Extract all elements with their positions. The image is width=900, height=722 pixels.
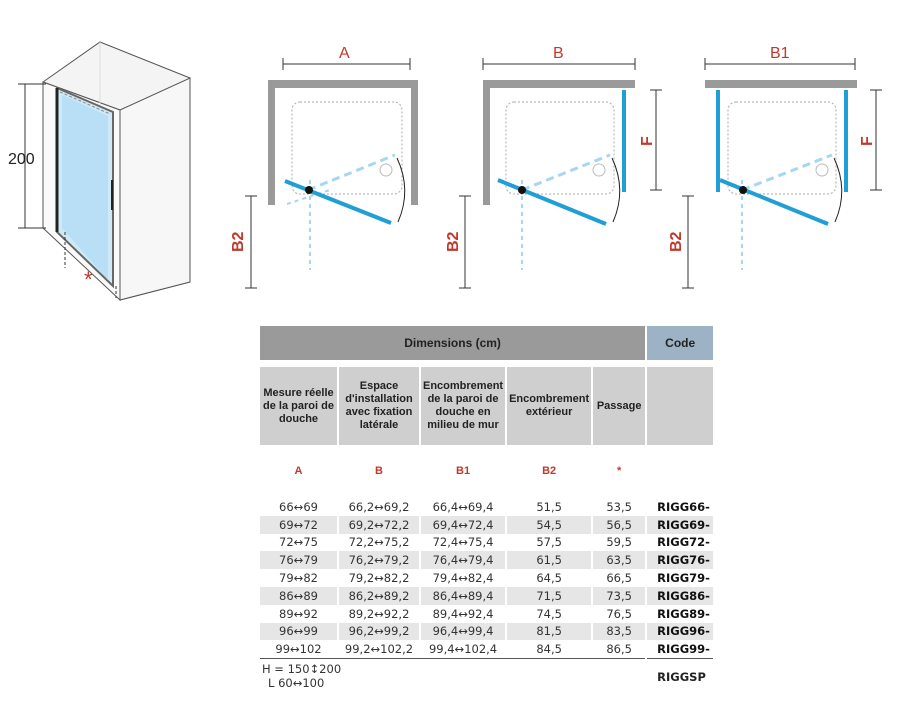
height-label: 200 xyxy=(8,151,35,168)
passage: 76,5 xyxy=(593,605,645,623)
table-row xyxy=(260,569,713,587)
table-row xyxy=(260,534,713,552)
letter-b2: B2 xyxy=(542,465,557,477)
footprint-b2: 61,5 xyxy=(507,551,591,569)
footprint-b2: 71,5 xyxy=(507,587,591,605)
space-b1: 66,4↔69,4 xyxy=(421,498,505,516)
column-header-a: Mesure réelle de la paroi de douche xyxy=(260,367,337,445)
space-b1: 89,4↔92,4 xyxy=(421,605,505,623)
dimensions-title: Dimensions (cm) xyxy=(260,326,645,360)
space-b: 89,2↔92,2 xyxy=(339,605,419,623)
footprint-b2: 54,5 xyxy=(507,516,591,534)
custom-size-cell xyxy=(260,658,645,695)
space-b: 69,2↔72,2 xyxy=(339,516,419,534)
space-b1: 76,4↔79,4 xyxy=(421,551,505,569)
table-row xyxy=(260,640,713,658)
plan-a-top-label: A xyxy=(339,45,350,62)
space-b: 79,2↔82,2 xyxy=(339,569,419,587)
plan-a xyxy=(230,45,418,288)
measure-a: 89↔92 xyxy=(260,605,337,623)
shower-door-diagrams xyxy=(0,0,900,320)
passage: 86,5 xyxy=(593,640,645,658)
measure-a: 69↔72 xyxy=(260,516,337,534)
product-code: RIGG79- xyxy=(647,569,713,587)
product-code: RIGG72- xyxy=(647,534,713,552)
table-row xyxy=(260,587,713,605)
column-header-passage: Passage xyxy=(593,367,645,445)
table-row xyxy=(260,516,713,534)
plan-b1 xyxy=(668,45,882,288)
plan-b1-f-label: F xyxy=(859,136,876,146)
plan-b-top-label: B xyxy=(553,45,564,62)
passage: 63,5 xyxy=(593,551,645,569)
column-header-b: Espace d'installation avec fixation latérale xyxy=(339,367,419,445)
passage: 59,5 xyxy=(593,534,645,552)
measure-a: 79↔82 xyxy=(260,569,337,587)
measure-a: 72↔75 xyxy=(260,534,337,552)
passage-marker: * xyxy=(84,267,93,292)
space-b1: 96,4↔99,4 xyxy=(421,623,505,641)
table-row xyxy=(260,605,713,623)
passage: 56,5 xyxy=(593,516,645,534)
product-code: RIGG89- xyxy=(647,605,713,623)
space-b: 86,2↔89,2 xyxy=(339,587,419,605)
space-b: 96,2↔99,2 xyxy=(339,623,419,641)
table-row xyxy=(260,623,713,641)
passage: 53,5 xyxy=(593,498,645,516)
plan-a-side-label: B2 xyxy=(230,231,247,252)
special-row xyxy=(260,658,713,695)
product-code: RIGG99- xyxy=(647,640,713,658)
space-b: 72,2↔75,2 xyxy=(339,534,419,552)
plan-b-f-label: F xyxy=(639,136,656,146)
table-row xyxy=(260,551,713,569)
plan-b xyxy=(445,45,662,288)
letter-a: A xyxy=(294,465,303,477)
footprint-b2: 81,5 xyxy=(507,623,591,641)
footprint-b2: 84,5 xyxy=(507,640,591,658)
product-code: RIGG69- xyxy=(647,516,713,534)
space-b1: 72,4↔75,4 xyxy=(421,534,505,552)
product-code: RIGG86- xyxy=(647,587,713,605)
enclosure-3d-view xyxy=(43,42,190,300)
measure-a: 96↔99 xyxy=(260,623,337,641)
column-header-code-blank xyxy=(647,367,713,445)
letter-b: B xyxy=(375,465,383,477)
product-code: RIGG76- xyxy=(647,551,713,569)
space-b1: 69,4↔72,4 xyxy=(421,516,505,534)
space-b: 99,2↔102,2 xyxy=(339,640,419,658)
letter-code-blank xyxy=(647,445,713,498)
space-b1: 99,4↔102,4 xyxy=(421,640,505,658)
passage: 73,5 xyxy=(593,587,645,605)
letter-passage: * xyxy=(617,465,622,477)
code-header: Code xyxy=(647,326,713,360)
dimensions-table xyxy=(258,326,715,695)
footprint-b2: 51,5 xyxy=(507,498,591,516)
footprint-b2: 74,5 xyxy=(507,605,591,623)
space-b1: 86,4↔89,4 xyxy=(421,587,505,605)
measure-a: 66↔69 xyxy=(260,498,337,516)
product-code: RIGG66- xyxy=(647,498,713,516)
passage: 83,5 xyxy=(593,623,645,641)
plan-b1-b2-label: B2 xyxy=(668,231,685,252)
table-row xyxy=(260,498,713,516)
dimensions-table-wrapper xyxy=(258,326,715,695)
space-b: 76,2↔79,2 xyxy=(339,551,419,569)
plan-b-b2-label: B2 xyxy=(445,231,462,252)
footprint-b2: 57,5 xyxy=(507,534,591,552)
column-header-b2: Encombrement extérieur xyxy=(507,367,591,445)
measure-a: 99↔102 xyxy=(260,640,337,658)
product-code: RIGG96- xyxy=(647,623,713,641)
passage: 66,5 xyxy=(593,569,645,587)
column-header-b1: Encombrement de la paroi de douche en milieu de mur xyxy=(421,367,505,445)
measure-a: 76↔79 xyxy=(260,551,337,569)
custom-height-range: H = 150↕200 xyxy=(262,662,342,677)
measure-a: 86↔89 xyxy=(260,587,337,605)
footprint-b2: 64,5 xyxy=(507,569,591,587)
plan-b1-top-label: B1 xyxy=(770,45,790,62)
letter-b1: B1 xyxy=(456,465,471,477)
space-b: 66,2↔69,2 xyxy=(339,498,419,516)
custom-product-code: RIGGSP xyxy=(647,658,713,695)
space-b1: 79,4↔82,4 xyxy=(421,569,505,587)
custom-width-range: L 60↔100 xyxy=(268,676,325,691)
